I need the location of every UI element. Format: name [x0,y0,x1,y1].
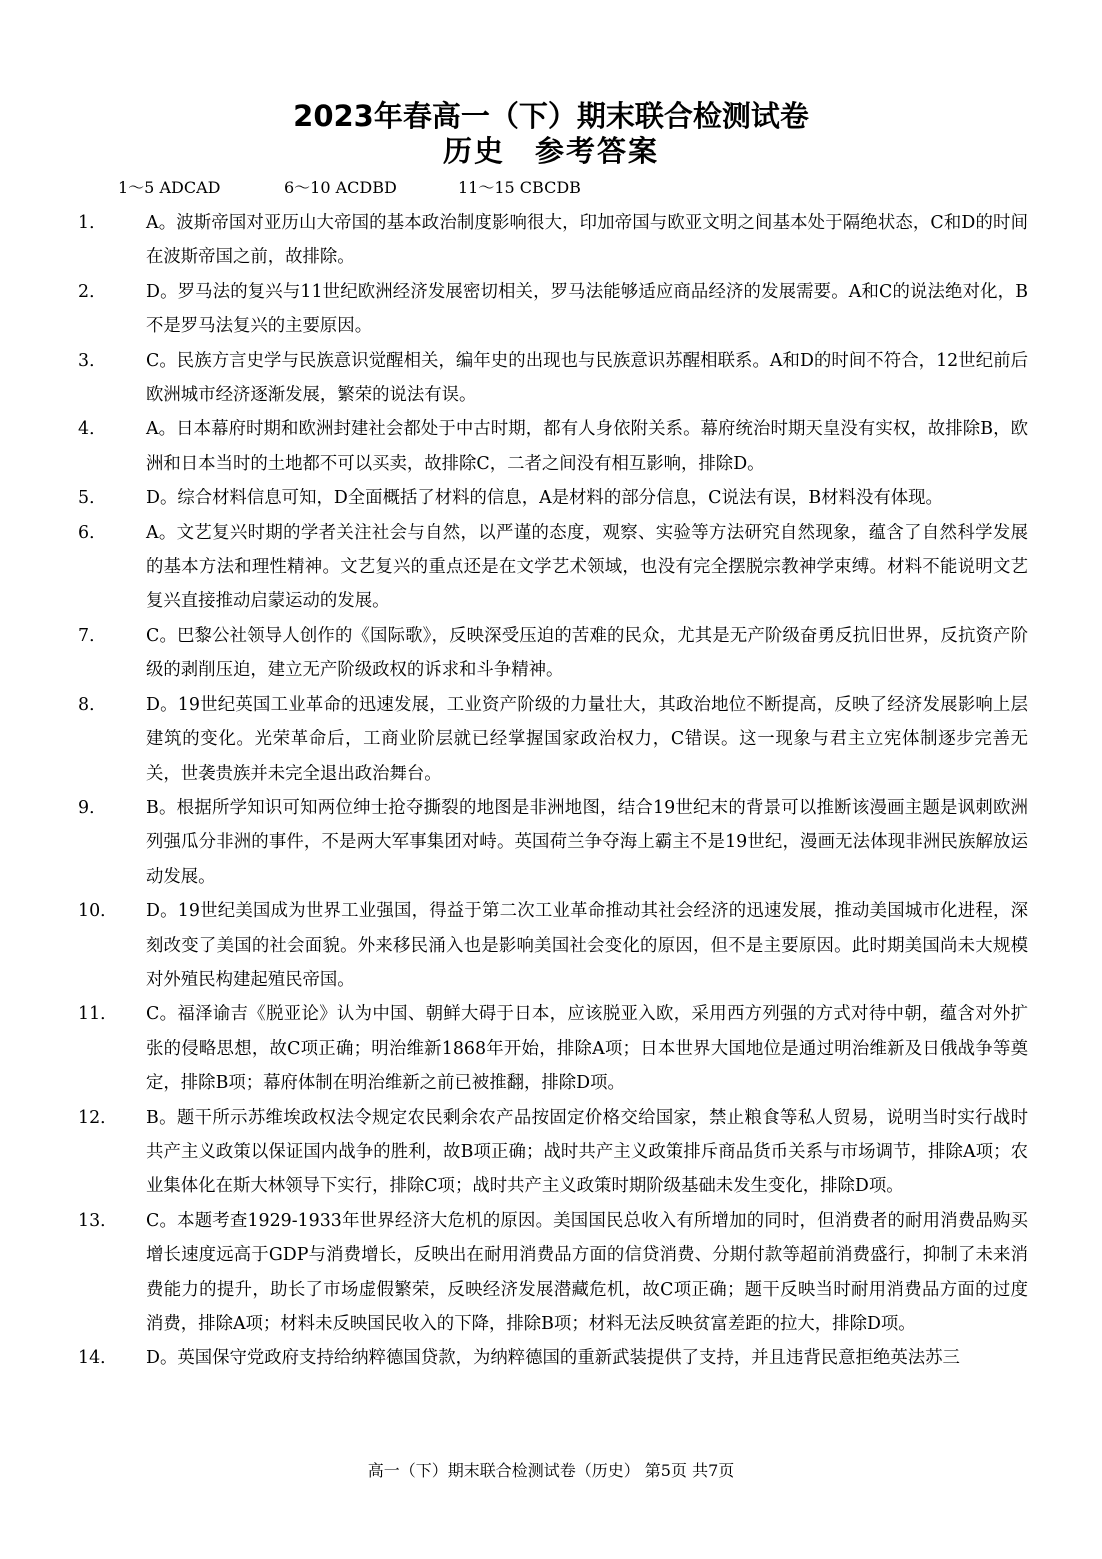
item-text: C。本题考查1929-1933年世界经济大危机的原因。美国国民总收入有所增加的同时，但消费者的耐用消费品购买增长速度远高于GDP与消费增长，反映出在耐用消费品方面的信贷消费、分期付款等超前消费盛行，抑制了未来消费能力的提升，助长了市场虚假繁荣，反映经济发展潜藏危机，故C项正确；题干反映当时耐用消费品方面的过度消费，排除A项；材料未反映国民收入的下降，排除B项；材料无法反映贫富差距的拉大，排除D项。 [146,1210,1028,1334]
item-number: 8． [78,694,107,715]
answer-item [78,1101,1028,1204]
item-number: 6． [78,522,107,543]
item-number: 3． [78,350,107,371]
answer-key-label: 参考答案 [535,134,660,168]
answer-summary-1: 1～5 ADCAD [118,178,221,197]
item-text: D。综合材料信息可知，D全面概括了材料的信息，A是材料的部分信息，C说法有误，B材料没有体现。 [146,488,943,509]
answer-summary-2: 6～10 ACDBD [284,178,397,197]
answer-item [78,688,1028,791]
page-title: 2023年春高一（下）期末联合检测试卷 [293,99,809,133]
answer-item [78,619,1028,688]
item-text: A。文艺复兴时期的学者关注社会与自然，以严谨的态度，观察、实验等方法研究自然现象，蕴含了自然科学发展的基本方法和理性精神。文艺复兴的重点还是在文学艺术领域，也没有完全摆脱宗教神学束缚。材料不能说明文艺复兴直接推动启蒙运动的发展。 [146,522,1028,612]
item-text: C。民族方言史学与民族意识觉醒相关，编年史的出现也与民族意识苏醒相联系。A和D的时间不符合，12世纪前后欧洲城市经济逐渐发展，繁荣的说法有误。 [146,350,1028,406]
answer-summary [118,176,581,200]
item-text: A。波斯帝国对亚历山大帝国的基本政治制度影响很大，印加帝国与欧亚文明之间基本处于隔绝状态，C和D的时间在波斯帝国之前，故排除。 [146,213,1028,268]
answer-item [78,412,1028,481]
item-number: 5． [78,488,107,509]
item-text: D。英国保守党政府支持给纳粹德国贷款，为纳粹德国的重新武装提供了支持，并且违背民意拒绝英法苏三 [146,1348,960,1369]
item-text: D。19世纪美国成为世界工业强国，得益于第二次工业革命推动其社会经济的迅速发展，推动美国城市化进程，深刻改变了美国的社会面貌。外来移民涌入也是影响美国社会变化的原因，但不是主要原因。此时期美国尚未大规模对外殖民构建起殖民帝国。 [146,901,1028,990]
item-number: 11． [78,1004,118,1025]
item-number: 12． [78,1107,118,1128]
item-number: 10． [78,901,118,922]
answer-explanations [78,206,1028,1376]
item-text: D。19世纪英国工业革命的迅速发展，工业资产阶级的力量壮大，其政治地位不断提高，反映了经济发展影响上层建筑的变化。光荣革命后，工商业阶层就已经掌握国家政治权力，C错误。这一现象与君主立宪体制逐步完善无关，世袭贵族并未完全退出政治舞台。 [146,694,1028,784]
item-number: 13． [78,1210,118,1231]
item-number: 14． [78,1348,118,1369]
item-number: 1． [78,213,107,233]
page-subtitle [0,133,1102,169]
answer-item [78,516,1028,619]
answer-item [78,481,1028,515]
item-text: D。罗马法的复兴与11世纪欧洲经济发展密切相关，罗马法能够适应商品经济的发展需要。A和C的说法绝对化，B不是罗马法复兴的主要原因。 [146,281,1028,337]
item-number: 2． [78,281,107,302]
item-number: 4． [78,419,107,440]
answer-summary-3: 11～15 CBCDB [458,178,581,197]
subject-label: 历史 [442,134,505,168]
answer-item [78,275,1028,344]
item-number: 7． [78,625,107,646]
item-number: 9． [78,797,107,818]
answer-item [78,206,1028,275]
item-text: C。巴黎公社领导人创作的《国际歌》，反映深受压迫的苦难的民众，尤其是无产阶级奋勇反抗旧世界，反抗资产阶级的剥削压迫，建立无产阶级政权的诉求和斗争精神。 [146,625,1028,681]
answer-item [78,894,1028,997]
answer-item [78,1341,1028,1375]
item-text: A。日本幕府时期和欧洲封建社会都处于中古时期，都有人身依附关系。幕府统治时期天皇没有实权，故排除B，欧洲和日本当时的土地都不可以买卖，故排除C，二者之间没有相互影响，排除D。 [146,419,1028,474]
item-text: C。福泽谕吉《脱亚论》认为中国、朝鲜大碍于日本，应该脱亚入欧，采用西方列强的方式对待中朝，蕴含对外扩张的侵略思想，故C项正确；明治维新1868年开始，排除A项；日本世界大国地位是通过明治维新及日俄战争等奠定，排除B项；幕府体制在明治维新之前已被推翻，排除D项。 [146,1004,1028,1094]
page-footer: 高一（下）期末联合检测试卷（历史） 第5页 共7页 [367,1461,735,1480]
item-text: B。根据所学知识可知两位绅士抢夺撕裂的地图是非洲地图，结合19世纪末的背景可以推断该漫画主题是讽刺欧洲列强瓜分非洲的事件，不是两大军事集团对峙。英国荷兰争夺海上霸主不是19世纪，漫画无法体现非洲民族解放运动发展。 [146,797,1028,887]
answer-item [78,344,1028,413]
answer-item [78,1204,1028,1342]
answer-item [78,791,1028,894]
item-text: B。题干所示苏维埃政权法令规定农民剩余农产品按固定价格交给国家，禁止粮食等私人贸易，说明当时实行战时共产主义政策以保证国内战争的胜利，故B项正确；战时共产主义政策排斥商品货币关系与市场调节，排除A项；农业集体化在斯大林领导下实行，排除C项；战时共产主义政策时期阶级基础未发生变化，排除D项。 [146,1107,1028,1197]
answer-item [78,997,1028,1100]
